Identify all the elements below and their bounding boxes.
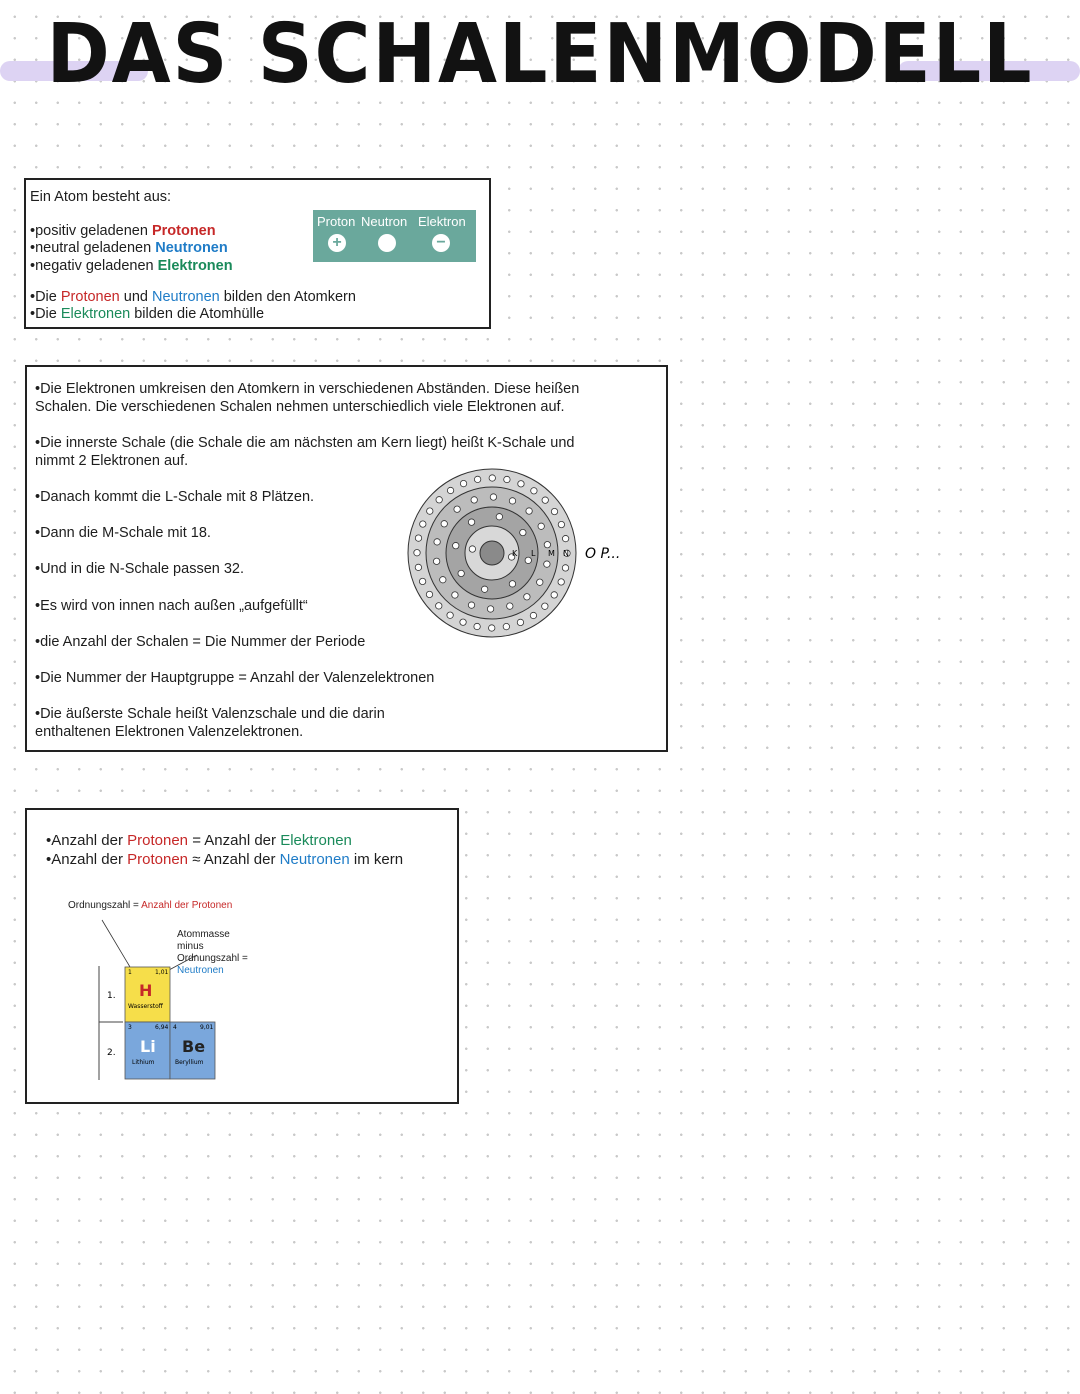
electron-dot [453,542,459,548]
electron-dot [471,497,477,503]
electron-dot [551,592,557,598]
ordnungszahl-annotation: Ordnungszahl = Anzahl der Protonen [68,900,233,911]
electron-dot [517,619,523,625]
electron-dot [544,561,550,567]
electron-dot [452,592,458,598]
electron-dot [537,579,543,585]
svg-text:Beryllium: Beryllium [175,1059,204,1066]
particle-legend [313,210,476,262]
electron-dot [489,625,495,631]
electron-dot [490,494,496,500]
electron-dot [504,476,510,482]
proton-line: •positiv geladenen Protonen [30,223,216,239]
rule-text: •Es wird von innen nach außen „aufgefüllt“ [35,598,308,614]
electron-dot [458,570,464,576]
rule-text: •Die Nummer der Hauptgruppe = Anzahl der Valenzelektronen [35,670,435,686]
shell-k-label: K [512,549,518,558]
electron-dot [420,521,426,527]
electron-dot [441,521,447,527]
electron-dot [520,529,526,535]
pointer-line [102,920,130,967]
electron-dot [447,487,453,493]
electron-dot [460,480,466,486]
rule-text: •Und in die N-Schale passen 32. [35,561,245,577]
rule-text: Schalen. Die verschiedenen Schalen nehmen unterschiedlich viele Elektronen auf. [35,399,565,415]
electron-dot [414,550,420,556]
rule-text: •Danach kommt die L-Schale mit 8 Plätzen. [35,489,315,505]
svg-text:1,01: 1,01 [155,969,169,976]
rule-text: •Die Elektronen umkreisen den Atomkern in verschiedenen Abständen. Diese heißen [35,381,580,397]
shell-rules-box [25,365,668,752]
particle-count-box [25,808,459,1104]
electron-dot [481,586,487,592]
atomkern-line: •Die Protonen und Neutronen bilden den Atomkern [30,289,356,305]
shell-model-diagram [402,467,642,642]
rule-text: •Die äußerste Schale heißt Valenzschale und die darin [35,706,385,722]
electron-dot [530,612,536,618]
electron-dot [415,564,421,570]
rule-text: •Dann die M-Schale mit 18. [35,525,211,541]
rule-text: nimmt 2 Elektronen auf. [35,453,189,469]
svg-text:Lithium: Lithium [132,1059,155,1066]
neutron-line: •neutral geladenen Neutronen [30,240,228,256]
pointer-line [169,955,197,970]
nucleus [480,541,504,565]
more-shells-label: O P... [585,546,621,562]
electron-dot [426,591,432,597]
element-symbol: H [139,981,153,1000]
electron-dot [496,514,502,520]
period-1-label: 1. [107,991,116,1001]
atom-composition-box [24,178,491,329]
electron-dot [469,546,475,552]
rule-text: •Die innerste Schale (die Schale die am nächsten am Kern liegt) heißt K-Schale und [35,435,575,451]
electron-dot [558,521,564,527]
electron-dot [542,497,548,503]
electron-dot [419,578,425,584]
electron-dot [440,577,446,583]
legend-proton-label: Proton [317,214,356,229]
protons-approx-neutrons: •Anzahl der Protonen ≈ Anzahl der Neutronen im kern [46,851,404,868]
shell-n-label: N [563,549,569,558]
electron-dot [415,535,421,541]
electron-dot [468,602,474,608]
electron-line: •negativ geladenen Elektronen [30,258,233,274]
atomhuelle-line: •Die Elektronen bilden die Atomhülle [30,306,265,322]
electron-dot [474,476,480,482]
electron-dot [509,498,515,504]
neutron-circle-icon [378,234,396,252]
element-symbol: Be [182,1037,206,1056]
electron-dot [427,508,433,514]
electron-dot [434,539,440,545]
electron-dot [524,594,530,600]
electron-dot [460,619,466,625]
electron-dot [468,519,474,525]
electron-dot [562,565,568,571]
intro-text: Ein Atom besteht aus: [30,189,172,205]
rule-text: •die Anzahl der Schalen = Die Nummer der Periode [35,634,366,650]
electron-dot [433,558,439,564]
periodic-table-excerpt [87,910,247,1085]
electron-dot [507,603,513,609]
svg-text:6,94: 6,94 [155,1024,169,1031]
protons-equal-electrons: •Anzahl der Protonen = Anzahl der Elektronen [46,832,352,849]
electron-dot [525,557,531,563]
electron-dot [447,612,453,618]
page-title: DAS SCHALENMODELL [46,7,1034,102]
electron-dot [526,508,532,514]
svg-text:3: 3 [128,1024,132,1031]
svg-text:1: 1 [128,969,132,976]
plus-icon: + [328,234,346,252]
legend-neutron-label: Neutron [361,214,408,229]
svg-text:Wasserstoff: Wasserstoff [128,1003,163,1010]
rule-text: enthaltenen Elektronen Valenzelektronen. [35,724,304,740]
minus-icon: − [432,234,450,252]
electron-dot [562,535,568,541]
period-2-label: 2. [107,1048,116,1058]
electron-dot [558,579,564,585]
electron-dot [487,606,493,612]
electron-dot [436,497,442,503]
electron-dot [474,623,480,629]
shell-l-label: L [531,549,536,558]
element-symbol: Li [140,1037,156,1056]
electron-dot [544,541,550,547]
electron-dot [503,623,509,629]
electron-dot [489,475,495,481]
electron-dot [538,523,544,529]
electron-dot [509,581,515,587]
svg-text:9,01: 9,01 [200,1024,214,1031]
electron-dot [454,506,460,512]
electron-dot [436,603,442,609]
electron-dot [551,508,557,514]
electron-dot [542,603,548,609]
atommasse-annotation: Atommasse minus Ordnungszahl = Neutronen [177,929,248,976]
electron-dot [531,488,537,494]
electron-dot [518,481,524,487]
shell-m-label: M [548,549,555,558]
legend-electron-label: Elektron [418,214,466,229]
svg-text:4: 4 [173,1024,177,1031]
